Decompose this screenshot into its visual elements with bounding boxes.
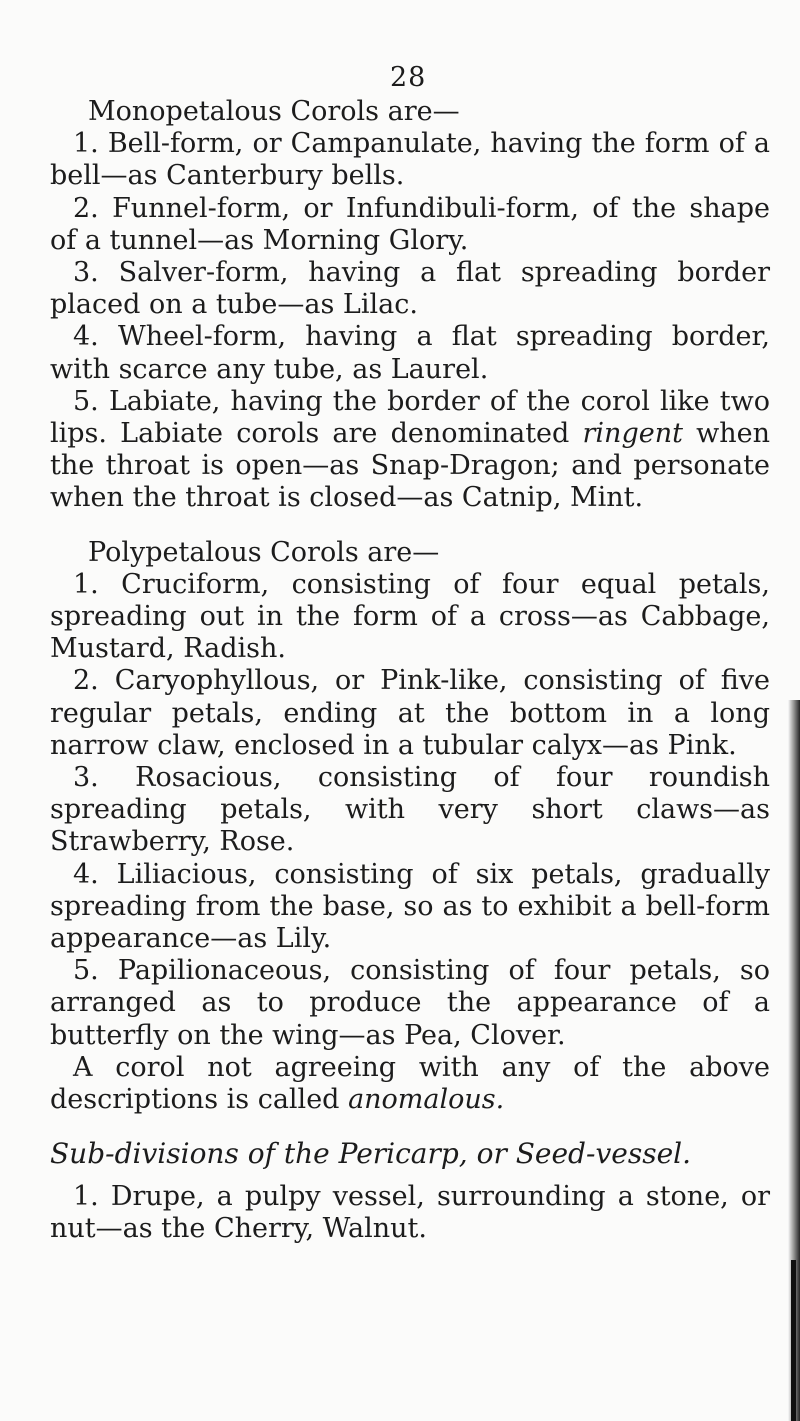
term-anomalous: anomalous.: [348, 1084, 505, 1116]
item-text: Cruciform, consisting of four equal petals, spreading out in the form of a cross—as Cabbage, Mustard, Radish.: [50, 568, 770, 665]
item-number: 1.: [73, 1180, 99, 1212]
polypetalous-heading: Polypetalous Corols are—: [88, 536, 440, 568]
page-number: 28: [390, 62, 427, 93]
item-number: 2.: [73, 192, 99, 224]
item-text: Papilionaceous, consisting of four petals, so arranged as to produce the appearance of a butterfly on the wing—as Pea, Clover.: [50, 955, 770, 1051]
note-text: A corol not agreeing with any of the above descriptions is called: [50, 1051, 770, 1116]
polypetalous-item-1: [50, 569, 770, 666]
page-edge-line: [791, 1260, 796, 1421]
polypetalous-item-4: [50, 859, 770, 956]
monopetalous-heading: Monopetalous Corols are—: [88, 96, 460, 127]
monopetalous-item-2: [50, 193, 770, 257]
item-number: 5.: [73, 955, 99, 987]
item-number: 5.: [73, 385, 99, 417]
item-number: 4.: [73, 858, 99, 890]
item-number: 4.: [73, 321, 99, 353]
item-text: Rosacious, consisting of four roundish spreading petals, with very short claws—as Strawberry, Rose.: [50, 762, 770, 858]
spacer: [50, 1116, 770, 1138]
item-number: 3.: [73, 762, 99, 794]
item-text: Bell-form, or Campanulate, having the form of a bell—as Canterbury bells.: [50, 128, 770, 192]
anomalous-note: [50, 1052, 770, 1116]
pericarp-item-1: [50, 1181, 770, 1245]
item-text: Labiate, having the border of the corol like two lips. Labiate corols are denominated: [50, 385, 770, 450]
spacer: [50, 1171, 770, 1181]
item-text: Liliacious, consisting of six petals, gradually spreading from the base, so as to exhibit a bell-form appearance—as Lily.: [50, 858, 770, 955]
item-text: Caryophyllous, or Pink-like, consisting of five regular petals, ending at the bottom in a long narrow claw, enclosed in a tubular calyx—as Pink.: [50, 665, 770, 761]
item-text: Drupe, a pulpy vessel, surrounding a stone, or nut—as the Cherry, Walnut.: [50, 1180, 770, 1244]
item-text-continued: when the throat is open—as Snap-Dragon; and personate when the throat is closed—as Catnip, Mint.: [50, 418, 771, 514]
item-number: 1.: [73, 128, 99, 160]
monopetalous-item-4: [50, 321, 770, 385]
monopetalous-item-1: [50, 128, 770, 192]
item-number: 2.: [73, 665, 99, 697]
term-ringent: ringent: [582, 418, 683, 450]
item-number: 3.: [73, 257, 99, 289]
item-text: Funnel-form, or Infundibuli-form, of the shape of a tunnel—as Morning Glory.: [50, 192, 770, 256]
monopetalous-item-5: [50, 386, 770, 515]
page-text: [50, 96, 770, 1245]
polypetalous-item-2: [50, 665, 770, 762]
spacer: [50, 515, 770, 537]
polypetalous-item-3: [50, 762, 770, 859]
polypetalous-item-5: [50, 955, 770, 1052]
pericarp-heading: Sub-divisions of the Pericarp, or Seed-vessel.: [50, 1137, 691, 1171]
item-text: Salver-form, having a flat spreading border placed on a tube—as Lilac.: [50, 257, 770, 321]
item-text: Wheel-form, having a flat spreading border, with scarce any tube, as Laurel.: [50, 321, 770, 385]
item-number: 1.: [73, 568, 99, 600]
monopetalous-item-3: [50, 257, 770, 321]
